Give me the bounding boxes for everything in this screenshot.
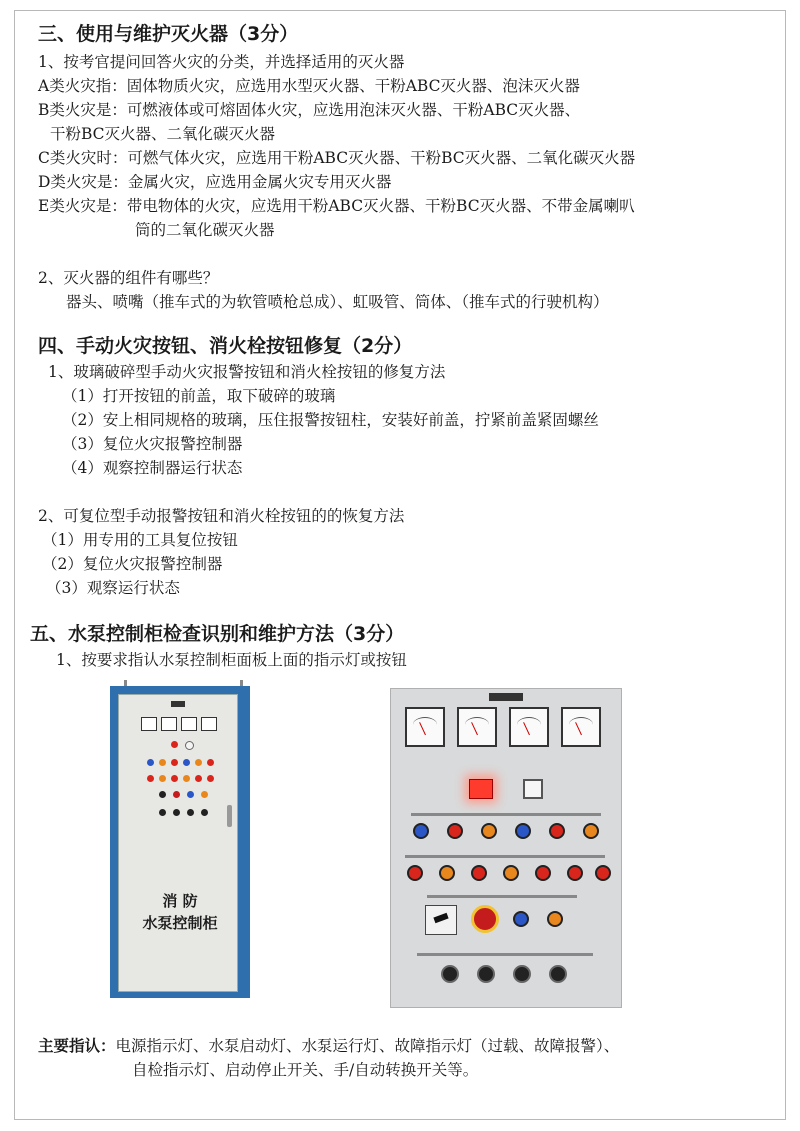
manual-auto-switch xyxy=(425,905,457,935)
indicator-lamp xyxy=(595,865,611,881)
label-strip xyxy=(411,813,601,816)
door-handle xyxy=(227,805,232,827)
knob-switch xyxy=(201,809,208,816)
section-4-heading: 四、手动火灾按钮、消火栓按钮修复（2分） xyxy=(38,335,413,357)
fire-class-c: C类火灾时：可燃气体火灾，应选用干粉ABC灭火器、干粉BC灭火器、二氧化碳灭火器 xyxy=(38,149,636,167)
indicator-lamp xyxy=(471,865,487,881)
ammeter-icon xyxy=(561,707,601,747)
main-identify-label: 主要指认： xyxy=(38,1037,116,1055)
indicator-lamp xyxy=(407,865,423,881)
emergency-stop-button xyxy=(471,905,499,933)
fire-class-a: A类火灾指：固体物质火灾，应选用水型灭火器、干粉ABC灭火器、泡沫灭火器 xyxy=(38,77,580,95)
section-5-question-1: 1、按要求指认水泵控制柜面板上面的指示灯或按钮 xyxy=(56,651,407,669)
indicator-lamp xyxy=(515,823,531,839)
ammeter-icon xyxy=(141,717,157,731)
section-4-question-2: 2、可复位型手动报警按钮和消火栓按钮的的恢复方法 xyxy=(38,507,405,525)
self-test-button xyxy=(185,741,194,750)
mode-switch xyxy=(159,791,166,798)
indicator-lamp xyxy=(171,759,178,766)
label-strip xyxy=(417,953,593,956)
knob-switch xyxy=(187,809,194,816)
repair-step-1: （1）打开按钮的前盖，取下破碎的玻璃 xyxy=(62,387,336,405)
ammeter-icon xyxy=(509,707,549,747)
ammeter-icon xyxy=(181,717,197,731)
indicator-lamp xyxy=(547,911,563,927)
self-test-button xyxy=(523,779,543,799)
knob-switch xyxy=(159,809,166,816)
label-strip xyxy=(427,895,577,898)
section-3-question-2: 2、灭火器的组件有哪些？ xyxy=(38,269,219,287)
section-3-heading: 三、使用与维护灭火器（3分） xyxy=(38,23,299,45)
cabinet-label-line-1: 消 防 xyxy=(162,892,198,910)
reset-step-2: （2）复位火灾报警控制器 xyxy=(42,555,223,573)
indicator-lamp xyxy=(147,775,154,782)
repair-step-4: （4）观察控制器运行状态 xyxy=(62,459,243,477)
indicator-lamp xyxy=(567,865,583,881)
main-identify-line-2: 自检指示灯、启动停止开关、手/自动转换开关等。 xyxy=(132,1061,479,1079)
repair-step-2: （2）安上相同规格的玻璃，压住报警按钮柱，安装好前盖，拧紧前盖紧固螺丝 xyxy=(62,411,599,429)
nameplate xyxy=(171,701,185,707)
indicator-lamp xyxy=(439,865,455,881)
indicator-lamp xyxy=(183,759,190,766)
indicator-lamp xyxy=(187,791,194,798)
power-lamp xyxy=(171,741,178,748)
indicator-lamp xyxy=(549,823,565,839)
repair-step-3: （3）复位火灾报警控制器 xyxy=(62,435,243,453)
ammeter-icon xyxy=(405,707,445,747)
fire-class-e-line-2: 筒的二氧化碳灭火器 xyxy=(135,221,275,239)
knob-switch xyxy=(173,809,180,816)
extinguisher-components: 器头、喷嘴（推车式的为软管喷枪总成）、虹吸管、筒体、（推车式的行驶机构） xyxy=(66,293,609,311)
indicator-lamp xyxy=(447,823,463,839)
pump-control-panel-photo xyxy=(390,688,622,1008)
fire-class-b-line-1: B类火灾是：可燃液体或可熔固体火灾，应选用泡沫灭火器、干粉ABC灭火器、 xyxy=(38,101,581,119)
section-5-heading: 五、水泵控制柜检查识别和维护方法（3分） xyxy=(30,623,405,645)
start-stop-knob xyxy=(513,965,531,983)
section-3-question-1: 1、按考官提问回答火灾的分类，并选择适用的灭火器 xyxy=(38,53,405,71)
label-strip xyxy=(405,855,605,858)
start-stop-knob xyxy=(477,965,495,983)
fire-class-d: D类火灾是：金属火灾，应选用金属火灾专用灭火器 xyxy=(38,173,392,191)
indicator-lamp xyxy=(183,775,190,782)
main-identify-line-1: 电源指示灯、水泵启动灯、水泵运行灯、故障指示灯（过载、故障报警）、 xyxy=(115,1037,620,1055)
indicator-lamp xyxy=(195,775,202,782)
indicator-lamp xyxy=(171,775,178,782)
indicator-lamp xyxy=(159,759,166,766)
indicator-lamp xyxy=(207,775,214,782)
nameplate xyxy=(489,693,523,701)
reset-step-1: （1）用专用的工具复位按钮 xyxy=(42,531,238,549)
section-4-question-1: 1、玻璃破碎型手动火灾报警按钮和消火栓按钮的修复方法 xyxy=(48,363,446,381)
indicator-lamp xyxy=(159,775,166,782)
start-stop-knob xyxy=(549,965,567,983)
indicator-lamp xyxy=(201,791,208,798)
fire-class-b-line-2: 干粉BC灭火器、二氧化碳灭火器 xyxy=(50,125,276,143)
indicator-lamp xyxy=(535,865,551,881)
main-identify-row xyxy=(38,1036,619,1056)
power-indicator-lamp xyxy=(469,779,493,799)
indicator-lamp xyxy=(147,759,154,766)
start-stop-knob xyxy=(441,965,459,983)
indicator-lamp xyxy=(583,823,599,839)
indicator-lamp xyxy=(413,823,429,839)
indicator-lamp xyxy=(195,759,202,766)
indicator-lamp xyxy=(481,823,497,839)
indicator-lamp xyxy=(503,865,519,881)
emergency-stop xyxy=(173,791,180,798)
cabinet-door xyxy=(118,694,238,992)
cabinet-label-line-2: 水泵控制柜 xyxy=(142,914,218,932)
reset-step-3: （3）观察运行状态 xyxy=(46,579,180,597)
fire-class-e-line-1: E类火灾是：带电物体的火灾，应选用干粉ABC灭火器、干粉BC灭火器、不带金属喇叭 xyxy=(38,197,635,215)
ammeter-icon xyxy=(201,717,217,731)
pump-control-cabinet-photo xyxy=(110,686,250,998)
ammeter-icon xyxy=(457,707,497,747)
ammeter-icon xyxy=(161,717,177,731)
indicator-lamp xyxy=(513,911,529,927)
indicator-lamp xyxy=(207,759,214,766)
